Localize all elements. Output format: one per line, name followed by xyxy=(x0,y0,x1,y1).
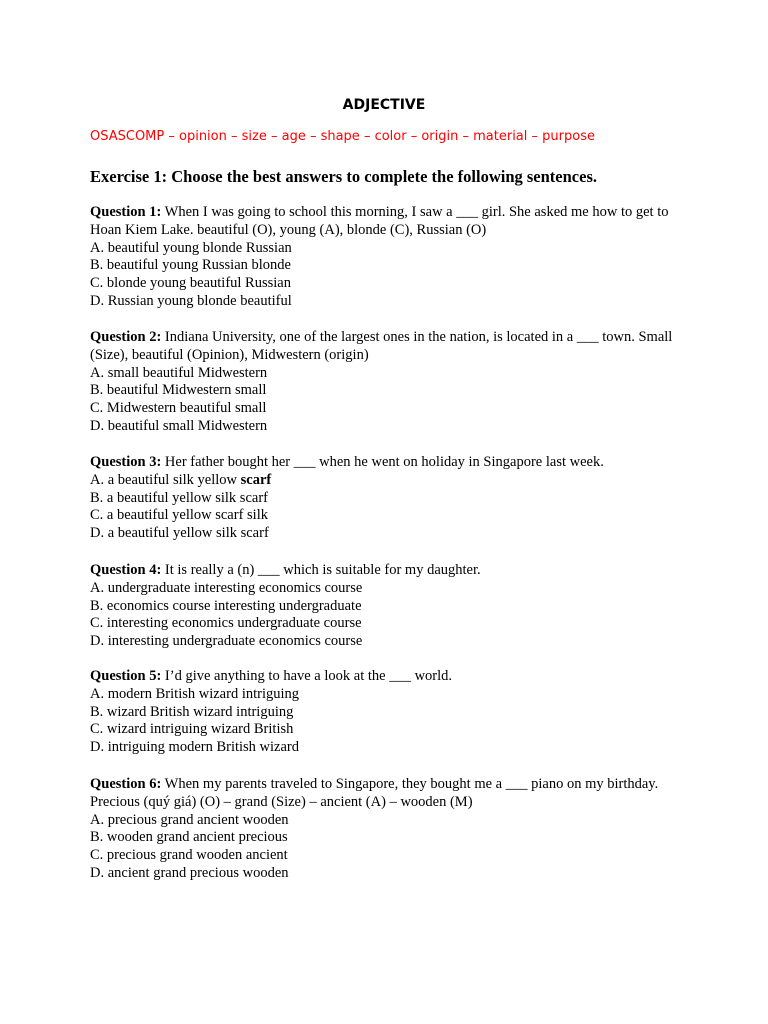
answer-option: D. ancient grand precious wooden xyxy=(90,864,289,881)
question-label: Question 2: xyxy=(90,329,162,345)
question-stem xyxy=(90,562,690,580)
answer-option: D. Russian young blonde beautiful xyxy=(90,292,292,309)
answer-option: A. precious grand ancient wooden xyxy=(90,811,289,828)
question-stem xyxy=(90,329,690,365)
answer-option: A. beautiful young blonde Russian xyxy=(90,239,292,256)
question-label: Question 3: xyxy=(90,454,162,470)
question-3 xyxy=(90,454,690,543)
answer-option: C. precious grand wooden ancient xyxy=(90,847,288,864)
question-text: When my parents traveled to Singapore, they bought me a ___ piano on my birthday. Precious (quý giá) (O) – grand (Size) – ancient (A) – wooden (M) xyxy=(90,776,659,810)
answer-option: C. blonde young beautiful Russian xyxy=(90,275,291,292)
answer-option: B. wooden grand ancient precious xyxy=(90,829,288,846)
question-stem xyxy=(90,454,690,472)
question-6 xyxy=(90,776,690,883)
answer-option: B. wizard British wizard intriguing xyxy=(90,703,294,720)
answer-option: D. a beautiful yellow silk scarf xyxy=(90,525,269,542)
answer-option: D. interesting undergraduate economics course xyxy=(90,633,363,650)
question-text: Her father bought her ___ when he went on holiday in Singapore last week. xyxy=(164,454,604,470)
answer-option: C. a beautiful yellow scarf silk xyxy=(90,507,268,524)
answer-option-bold-word: scarf xyxy=(240,471,272,488)
answer-option: B. a beautiful yellow silk scarf xyxy=(90,489,268,506)
answer-option: A. small beautiful Midwestern xyxy=(90,364,268,381)
answer-option-text: A. a beautiful silk yellow xyxy=(90,471,241,488)
question-label: Question 5: xyxy=(90,668,162,684)
osascomp-mnemonic: OSASCOMP – opinion – size – age – shape – color – origin – material – purpose xyxy=(90,129,595,144)
question-label: Question 4: xyxy=(90,562,162,578)
question-label: Question 1: xyxy=(90,204,162,220)
answer-option: C. Midwestern beautiful small xyxy=(90,400,267,417)
question-2 xyxy=(90,329,690,436)
answer-option: D. intriguing modern British wizard xyxy=(90,739,300,756)
question-stem xyxy=(90,204,690,240)
question-text: I’d give anything to have a look at the ___ world. xyxy=(164,668,453,684)
question-label: Question 6: xyxy=(90,776,162,792)
question-text: When I was going to school this morning, I saw a ___ girl. She asked me how to get to Hoan Kiem Lake. beautiful (O), young (A), blonde (C), Russian (O) xyxy=(90,204,669,238)
question-1 xyxy=(90,204,690,311)
answer-option: C. wizard intriguing wizard British xyxy=(90,721,294,738)
answer-option xyxy=(90,472,690,490)
question-5 xyxy=(90,668,690,757)
answer-option: A. modern British wizard intriguing xyxy=(90,685,300,702)
question-stem xyxy=(90,776,690,812)
question-stem xyxy=(90,668,690,686)
answer-option: C. interesting economics undergraduate course xyxy=(90,615,362,632)
answer-option: B. beautiful Midwestern small xyxy=(90,382,267,399)
exercise-heading: Exercise 1: Choose the best answers to complete the following sentences. xyxy=(90,167,597,186)
answer-option: B. beautiful young Russian blonde xyxy=(90,257,291,274)
question-text: It is really a (n) ___ which is suitable for my daughter. xyxy=(164,562,481,578)
question-text: Indiana University, one of the largest ones in the nation, is located in a ___ town. Small (Size), beautiful (Opinion), Midwestern (origin) xyxy=(90,329,673,363)
page-title: ADJECTIVE xyxy=(342,97,426,113)
question-4 xyxy=(90,562,690,651)
answer-option: B. economics course interesting undergraduate xyxy=(90,597,362,614)
answer-option: A. undergraduate interesting economics course xyxy=(90,579,363,596)
answer-option: D. beautiful small Midwestern xyxy=(90,417,268,434)
